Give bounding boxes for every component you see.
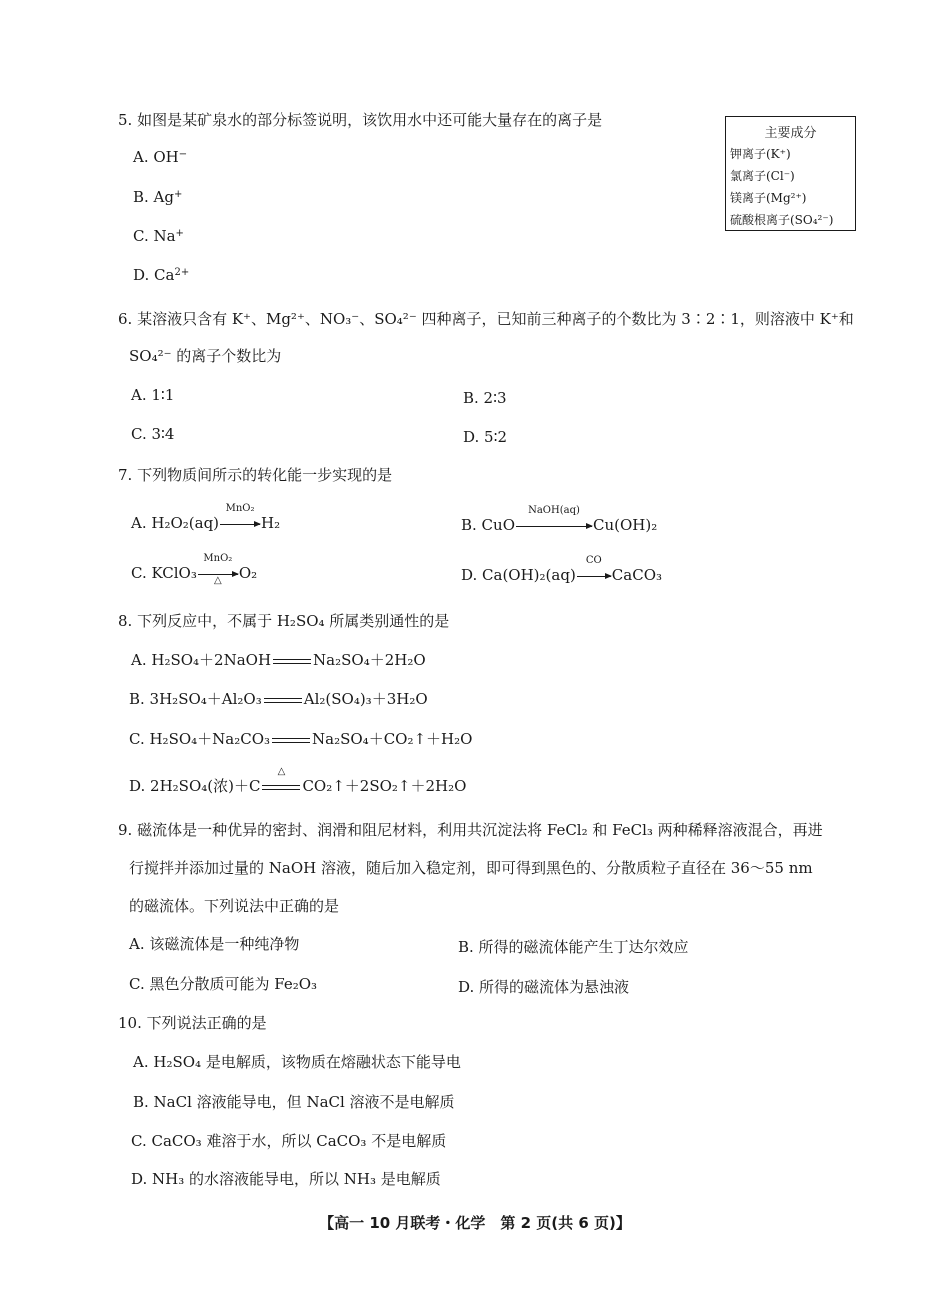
q8-option-b: B. 3H₂SO₄＋Al₂O₃ Al₂(SO₄)₃＋3H₂O bbox=[129, 690, 428, 708]
q8-option-a: A. H₂SO₄＋2NaOH Na₂SO₄＋2H₂O bbox=[131, 651, 426, 669]
q10-option-a: A. H₂SO₄ 是电解质，该物质在熔融状态下能导电 bbox=[133, 1053, 461, 1071]
q6-option-a: A. 1∶1 bbox=[131, 386, 175, 404]
q9-option-b: B. 所得的磁流体能产生丁达尔效应 bbox=[458, 938, 689, 956]
mineral-water-label bbox=[725, 116, 856, 231]
q7-option-d: D. Ca(OH)₂(aq) CO CaCO₃ bbox=[461, 555, 663, 584]
heat-condition: △ bbox=[260, 779, 302, 794]
q9-stem-line2: 行搅拌并添加过量的 NaOH 溶液，随后加入稳定剂，即可得到黑色的、分散质粒子直径在 36～55 nm bbox=[129, 859, 813, 877]
label-item: 钾离子(K⁺) bbox=[730, 147, 791, 161]
label-item: 硫酸根离子(SO₄²⁻) bbox=[730, 213, 834, 227]
q9-stem-line3: 的磁流体。下列说法中正确的是 bbox=[129, 897, 340, 915]
q6-stem-line1: 6. 某溶液只含有 K⁺、Mg²⁺、NO₃⁻、SO₄²⁻ 四种离子，已知前三种离子的个数比为 3∶2∶1，则溶液中 K⁺和 bbox=[118, 310, 854, 328]
label-item: 氯离子(Cl⁻) bbox=[730, 169, 795, 183]
q5-option-c: C. Na+ bbox=[133, 227, 184, 245]
q10-option-c: C. CaCO₃ 难溶于水，所以 CaCO₃ 不是电解质 bbox=[131, 1132, 447, 1150]
q7-stem: 7. 下列物质间所示的转化能一步实现的是 bbox=[118, 466, 393, 484]
q9-option-a: A. 该磁流体是一种纯净物 bbox=[129, 935, 300, 953]
q6-option-d: D. 5∶2 bbox=[463, 428, 508, 446]
reaction-arrow: MnO₂ bbox=[219, 516, 261, 531]
q6-option-c: C. 3∶4 bbox=[131, 425, 175, 443]
q9-option-d: D. 所得的磁流体为悬浊液 bbox=[458, 978, 630, 996]
q6-option-b: B. 2∶3 bbox=[463, 389, 507, 407]
reaction-arrow: MnO₂ △ bbox=[197, 566, 239, 581]
q7-option-b: B. CuO NaOH(aq) Cu(OH)₂ bbox=[461, 505, 658, 534]
q6-stem-line2: SO₄²⁻ 的离子个数比为 bbox=[129, 347, 282, 365]
reaction-arrow: CO bbox=[576, 568, 612, 583]
page-footer: 【高一 10 月联考・化学 第 2 页(共 6 页)】 bbox=[319, 1214, 631, 1232]
q8-option-d: D. 2H₂SO₄(浓)＋C △ CO₂↑＋2SO₂↑＋2H₂O bbox=[129, 766, 467, 795]
q7-option-c: C. KClO₃ MnO₂ △ O₂ bbox=[131, 553, 258, 586]
label-title: 主要成分 bbox=[764, 126, 817, 141]
q8-stem: 8. 下列反应中，不属于 H₂SO₄ 所属类别通性的是 bbox=[118, 612, 450, 630]
q5-option-a: A. OH− bbox=[133, 148, 188, 166]
q10-option-b: B. NaCl 溶液能导电，但 NaCl 溶液不是电解质 bbox=[133, 1093, 455, 1111]
q10-stem: 10. 下列说法正确的是 bbox=[118, 1014, 267, 1032]
q9-stem-line1: 9. 磁流体是一种优异的密封、润滑和阻尼材料，利用共沉淀法将 FeCl₂ 和 FeCl₃ 两种稀释溶液混合，再进 bbox=[118, 821, 823, 839]
q9-option-c: C. 黑色分散质可能为 Fe₂O₃ bbox=[129, 975, 318, 993]
label-item: 镁离子(Mg²⁺) bbox=[730, 191, 807, 205]
q7-option-a: A. H₂O₂(aq) MnO₂ H₂ bbox=[131, 503, 281, 532]
q5-option-d: D. $Ca^{2+}$ bbox=[133, 266, 190, 284]
reaction-arrow: NaOH(aq) bbox=[515, 518, 593, 533]
q8-option-c: C. H₂SO₄＋Na₂CO₃ Na₂SO₄＋CO₂↑＋H₂O bbox=[129, 730, 473, 748]
q10-option-d: D. NH₃ 的水溶液能导电，所以 NH₃ 是电解质 bbox=[131, 1170, 441, 1188]
q5-option-b: B. Ag+ bbox=[133, 188, 183, 206]
q5-stem: 5. 如图是某矿泉水的部分标签说明，该饮用水中还可能大量存在的离子是 bbox=[118, 111, 603, 129]
